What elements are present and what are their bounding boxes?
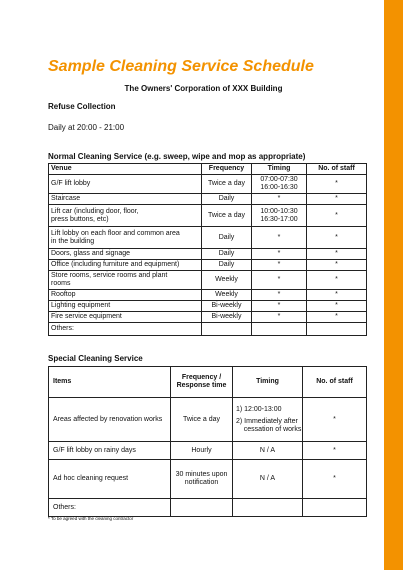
table-row: [49, 499, 367, 517]
refuse-text: Daily at 20:00 - 21:00: [48, 123, 125, 132]
staff-cell: *: [307, 271, 367, 290]
frequency-cell: Twice a day: [202, 175, 252, 194]
table-row: [49, 194, 367, 205]
staff-cell: *: [303, 460, 367, 499]
staff-cell: *: [307, 205, 367, 227]
table-row: [49, 205, 367, 227]
timing-cell: *: [252, 312, 307, 323]
special-cleaning-table: [48, 366, 367, 517]
frequency-cell: 30 minutes upon notification: [171, 460, 233, 499]
table-row: [49, 260, 367, 271]
table-row: [49, 249, 367, 260]
document-title: Sample Cleaning Service Schedule: [48, 58, 314, 75]
header-venue: Venue: [49, 164, 202, 175]
special-cleaning-heading: Special Cleaning Service: [48, 354, 143, 363]
timing-cell: [252, 323, 307, 336]
venue-cell: Lift car (including door, floor, press buttons, etc): [49, 205, 202, 227]
header-frequency-response: Frequency / Response time: [171, 367, 233, 398]
staff-cell: *: [307, 312, 367, 323]
normal-cleaning-table: [48, 163, 367, 336]
staff-cell: [303, 499, 367, 517]
venue-cell: Lighting equipment: [49, 301, 202, 312]
header-items: Items: [49, 367, 171, 398]
venue-cell: Lift lobby on each floor and common area in the building: [49, 227, 202, 249]
frequency-cell: Daily: [202, 194, 252, 205]
header-staff: No. of staff: [303, 367, 367, 398]
frequency-cell: Daily: [202, 249, 252, 260]
frequency-cell: Hourly: [171, 442, 233, 460]
table-row: [49, 312, 367, 323]
venue-cell: Fire service equipment: [49, 312, 202, 323]
frequency-cell: Daily: [202, 227, 252, 249]
timing-cell: N / A: [233, 442, 303, 460]
venue-cell: Rooftop: [49, 290, 202, 301]
staff-cell: *: [307, 249, 367, 260]
venue-cell: Others:: [49, 323, 202, 336]
table-row: [49, 301, 367, 312]
item-cell: G/F lift lobby on rainy days: [49, 442, 171, 460]
staff-cell: *: [303, 442, 367, 460]
header-timing: Timing: [233, 367, 303, 398]
table-row: [49, 175, 367, 194]
frequency-cell: Bi-weekly: [202, 312, 252, 323]
timing-cell: N / A: [233, 460, 303, 499]
staff-cell: *: [303, 398, 367, 442]
table-row: [49, 227, 367, 249]
timing-cell: *: [252, 260, 307, 271]
venue-cell: Staircase: [49, 194, 202, 205]
header-staff: No. of staff: [307, 164, 367, 175]
footnote: * To be agreed with the cleaning contractor: [48, 516, 134, 521]
timing-cell: *: [252, 290, 307, 301]
staff-cell: [307, 323, 367, 336]
timing-cell: *: [252, 194, 307, 205]
frequency-cell: Bi-weekly: [202, 301, 252, 312]
item-cell: Ad hoc cleaning request: [49, 460, 171, 499]
normal-cleaning-heading: Normal Cleaning Service (e.g. sweep, wipe and mop as appropriate): [48, 152, 306, 161]
header-timing: Timing: [252, 164, 307, 175]
staff-cell: *: [307, 194, 367, 205]
venue-cell: G/F lift lobby: [49, 175, 202, 194]
document-subtitle: The Owners' Corporation of XXX Building: [124, 84, 283, 93]
staff-cell: *: [307, 301, 367, 312]
frequency-cell: [171, 499, 233, 517]
timing-line-1: 1) 12:00-13:00: [236, 405, 282, 413]
frequency-cell: Weekly: [202, 290, 252, 301]
timing-line-2: 2) Immediately after cessation of works: [236, 417, 302, 433]
staff-cell: *: [307, 227, 367, 249]
timing-cell: *: [252, 271, 307, 290]
item-cell: Areas affected by renovation works: [49, 398, 171, 442]
staff-cell: *: [307, 290, 367, 301]
refuse-heading: Refuse Collection: [48, 102, 116, 111]
table-row: [49, 398, 367, 442]
header-frequency: Frequency: [202, 164, 252, 175]
timing-cell: *: [252, 249, 307, 260]
frequency-cell: Twice a day: [171, 398, 233, 442]
item-cell: Others:: [49, 499, 171, 517]
timing-cell: *: [252, 301, 307, 312]
frequency-cell: Daily: [202, 260, 252, 271]
table-row: [49, 460, 367, 499]
frequency-cell: Weekly: [202, 271, 252, 290]
timing-cell: *: [252, 227, 307, 249]
timing-cell: [233, 499, 303, 517]
table-row: [49, 271, 367, 290]
timing-cell: [233, 398, 303, 442]
timing-cell: 07:00-07:30 16:00-16:30: [252, 175, 307, 194]
staff-cell: *: [307, 260, 367, 271]
staff-cell: *: [307, 175, 367, 194]
table-row: [49, 290, 367, 301]
table-row: [49, 442, 367, 460]
frequency-cell: [202, 323, 252, 336]
venue-cell: Doors, glass and signage: [49, 249, 202, 260]
venue-cell: Store rooms, service rooms and plant rooms: [49, 271, 202, 290]
frequency-cell: Twice a day: [202, 205, 252, 227]
venue-cell: Office (including furniture and equipment): [49, 260, 202, 271]
timing-cell: 10:00-10:30 16:30-17:00: [252, 205, 307, 227]
table-row: [49, 323, 367, 336]
